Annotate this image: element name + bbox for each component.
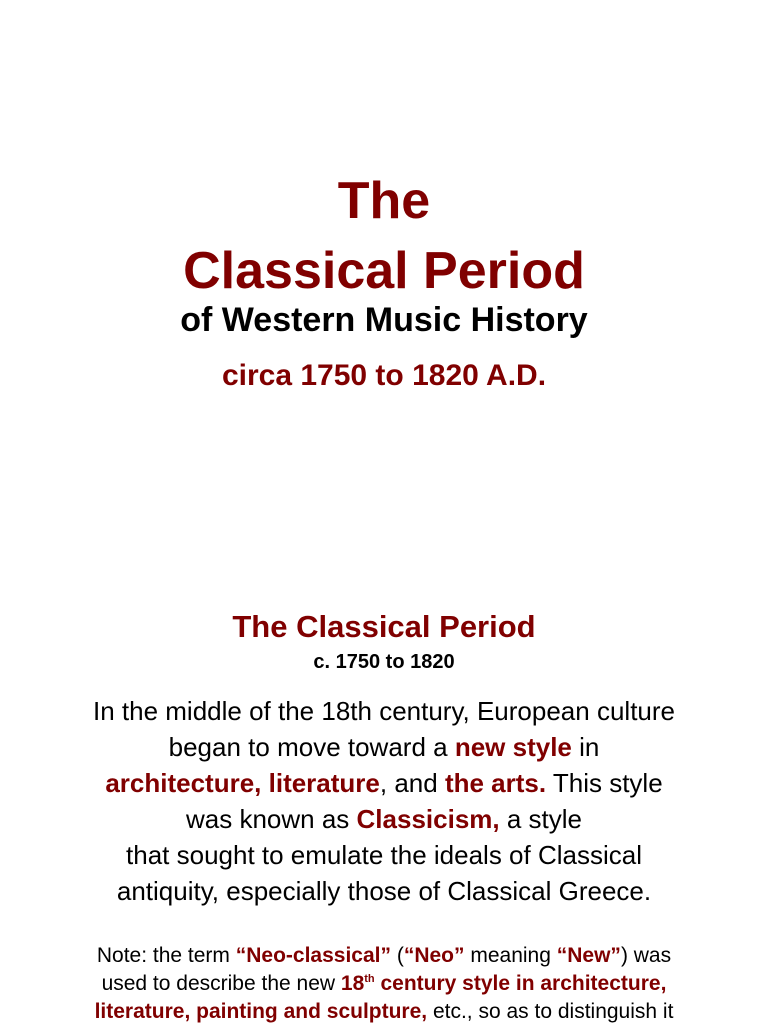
note-paragraph [10,942,758,1024]
section-date-range: c. 1750 to 1820 [313,651,455,673]
text-span: Note: the term [96,944,236,967]
paragraph-line-5: that sought to emulate the ideals of Classical [126,840,642,870]
text-span: in [571,732,600,762]
slide-title-line-1: The [337,172,431,230]
highlight-18th [341,972,667,995]
body-paragraph [20,693,748,909]
highlight-neo: “Neo” [403,944,465,967]
highlight-classicism: Classicism, [356,804,500,834]
paragraph-line-6: antiquity, especially those of Classical Greece. [116,876,652,906]
date-range: circa 1750 to 1820 A.D. [221,359,547,392]
paragraph-line-2 [20,729,748,765]
highlight-new-style: new style [454,732,572,762]
content-slide [0,512,768,1024]
text-span: etc., so as to distinguish it [427,1000,674,1023]
text-span: meaning [464,944,557,967]
text-span: a style [499,804,582,834]
highlight-the-arts: the arts. [444,768,547,798]
century-number: 18 [340,972,365,995]
slide-subtitle: of Western Music History [180,301,588,339]
note-line-3 [10,998,758,1024]
text-span: was known as [186,804,357,834]
note-line-2 [10,970,758,998]
paragraph-line-4 [20,801,748,837]
highlight-art-forms: literature, painting and sculpture, [94,1000,428,1023]
text-span: began to move toward a [168,732,455,762]
highlight-neo-classical: “Neo-classical” [235,944,391,967]
highlight-new: “New” [556,944,621,967]
section-title: The Classical Period [232,609,536,644]
century-style-text: century style in architecture, [374,972,667,995]
ordinal-suffix: th [364,973,375,985]
note-line-1 [10,942,758,970]
text-span: , and [379,768,445,798]
text-span: ( [391,944,404,967]
text-span: This style [546,768,663,798]
text-span: ) was [620,944,672,967]
paragraph-line-1: In the middle of the 18th century, European culture [93,696,675,726]
paragraph-line-3 [20,765,748,801]
text-span: used to describe the new [101,972,341,995]
slide-title-line-2: Classical Period [183,242,585,300]
highlight-architecture-literature: architecture, literature [105,768,380,798]
